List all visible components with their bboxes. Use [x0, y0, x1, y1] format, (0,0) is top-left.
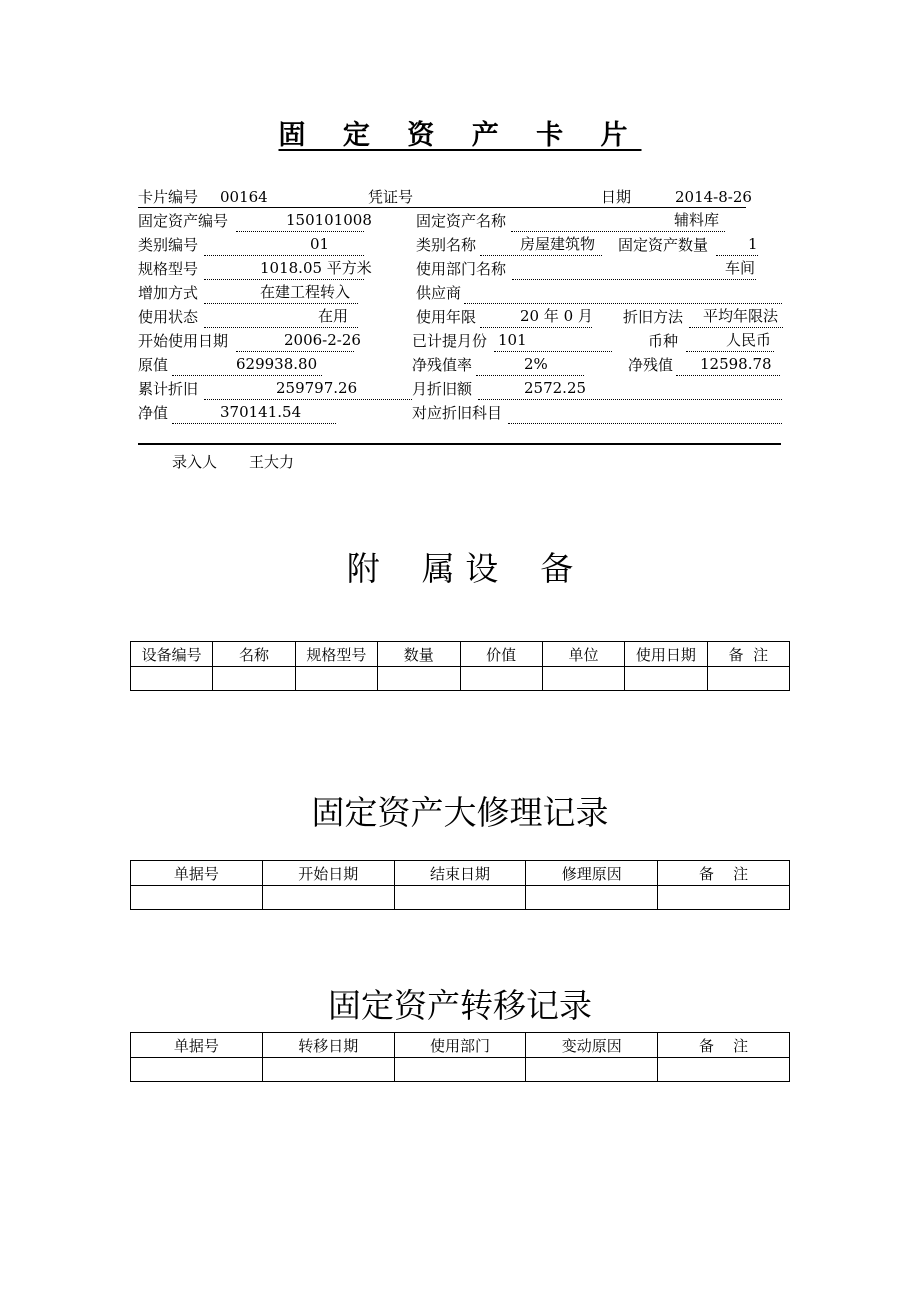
- monthly-depr-label: 月折旧额: [412, 380, 473, 398]
- table-cell: [526, 1058, 658, 1082]
- net-value-line: [172, 402, 336, 424]
- original-value-value: 629938.80: [236, 355, 318, 373]
- residual-rate-line: [476, 354, 584, 376]
- asset-code-label: 固定资产编号: [138, 212, 229, 230]
- useful-life-value: 20 年 0 月: [520, 307, 593, 325]
- table-cell: [131, 886, 263, 910]
- table-cell: [394, 886, 526, 910]
- depr-method-value: 平均年限法: [703, 307, 779, 325]
- card-title: 固 定 资 产 卡 片: [278, 120, 642, 151]
- transfer-col-remark: 备 注: [658, 1033, 790, 1058]
- table-cell: [526, 886, 658, 910]
- residual-rate-label: 净残值率: [412, 356, 473, 374]
- category-code-value: 01: [310, 235, 330, 253]
- department-value: 车间: [725, 259, 756, 277]
- card-row-5: [138, 282, 783, 306]
- net-value-label: 净值: [138, 404, 169, 422]
- transfer-col-department: 使用部门: [394, 1033, 526, 1058]
- equipment-col-qty: 数量: [378, 642, 460, 667]
- currency-value: 人民币: [726, 331, 772, 349]
- entered-by-value: 王大力: [249, 453, 295, 471]
- transfer-table: [130, 1032, 790, 1082]
- card-row-1: [138, 186, 783, 210]
- card-row-7: [138, 330, 783, 354]
- equipment-col-code: 设备编号: [131, 642, 213, 667]
- status-value: 在用: [318, 307, 349, 325]
- asset-code-value: 150101008: [286, 211, 372, 229]
- accum-depr-line: [204, 378, 412, 400]
- table-cell: [262, 1058, 394, 1082]
- residual-value-label: 净残值: [628, 356, 674, 374]
- start-date-line: [236, 330, 361, 352]
- repair-empty-row: [131, 886, 790, 910]
- repair-header-row: [131, 861, 790, 886]
- voucher-no-label: 凭证号: [368, 188, 414, 206]
- residual-rate-value: 2%: [524, 355, 548, 373]
- transfer-title: 固定资产转移记录: [328, 986, 592, 1025]
- table-cell: [658, 1058, 790, 1082]
- depr-account-label: 对应折旧科目: [412, 404, 503, 422]
- date-value: 2014-8-26: [675, 188, 752, 206]
- transfer-col-date: 转移日期: [262, 1033, 394, 1058]
- table-cell: [658, 886, 790, 910]
- card-row-9: [138, 378, 783, 402]
- card-no-label: 卡片编号: [138, 188, 199, 206]
- supplier-label: 供应商: [416, 284, 462, 302]
- equipment-col-value: 价值: [460, 642, 542, 667]
- transfer-col-doc-no: 单据号: [131, 1033, 263, 1058]
- spec-label: 规格型号: [138, 260, 199, 278]
- currency-label: 币种: [648, 332, 679, 350]
- repair-col-remark: 备 注: [658, 861, 790, 886]
- quantity-label: 固定资产数量: [618, 236, 709, 254]
- table-cell: [378, 667, 460, 691]
- card-row-2: [138, 210, 783, 234]
- add-method-value: 在建工程转入: [260, 283, 351, 301]
- entered-by: [172, 451, 294, 473]
- accum-depr-label: 累计折旧: [138, 380, 199, 398]
- repair-table: [130, 860, 790, 910]
- useful-life-label: 使用年限: [416, 308, 477, 326]
- transfer-col-reason: 变动原因: [526, 1033, 658, 1058]
- residual-value-line: [676, 354, 780, 376]
- card-row-10: [138, 402, 783, 426]
- status-label: 使用状态: [138, 308, 199, 326]
- table-cell: [707, 667, 789, 691]
- table-cell: [262, 886, 394, 910]
- spec-line: [204, 258, 372, 280]
- equipment-col-remark: 备 注: [707, 642, 789, 667]
- start-date-label: 开始使用日期: [138, 332, 229, 350]
- monthly-depr-value: 2572.25: [524, 379, 587, 397]
- original-value-label: 原值: [138, 356, 169, 374]
- months-accrued-value: 101: [498, 331, 527, 349]
- card-no-value: 00164: [220, 188, 268, 206]
- category-code-label: 类别编号: [138, 236, 199, 254]
- equipment-col-date: 使用日期: [625, 642, 707, 667]
- entered-by-label: 录入人: [172, 453, 218, 471]
- equipment-header-row: [131, 642, 790, 667]
- repair-col-start: 开始日期: [262, 861, 394, 886]
- original-value-line: [172, 354, 322, 376]
- supplier-line: [464, 282, 782, 304]
- depr-method-line: [689, 306, 783, 328]
- equipment-title: 附 属 设 备: [346, 549, 574, 588]
- repair-col-end: 结束日期: [394, 861, 526, 886]
- asset-name-label: 固定资产名称: [416, 212, 507, 230]
- currency-line: [686, 330, 774, 352]
- category-name-line: [480, 234, 602, 256]
- transfer-header-row: [131, 1033, 790, 1058]
- table-cell: [295, 667, 377, 691]
- transfer-empty-row: [131, 1058, 790, 1082]
- table-cell: [213, 667, 295, 691]
- add-method-label: 增加方式: [138, 284, 199, 302]
- card-row-6: [138, 306, 783, 330]
- months-accrued-label: 已计提月份: [412, 332, 488, 350]
- depr-method-label: 折旧方法: [623, 308, 684, 326]
- useful-life-line: [480, 306, 592, 328]
- quantity-line: [716, 234, 758, 256]
- category-code-line: [204, 234, 364, 256]
- card-row-8: [138, 354, 783, 378]
- equipment-table: [130, 641, 790, 691]
- equipment-col-name: 名称: [213, 642, 295, 667]
- depr-account-line: [508, 402, 782, 424]
- table-cell: [542, 667, 624, 691]
- card-row-4: [138, 258, 783, 282]
- quantity-value: 1: [748, 235, 758, 253]
- repair-col-doc-no: 单据号: [131, 861, 263, 886]
- table-cell: [460, 667, 542, 691]
- equipment-col-unit: 单位: [542, 642, 624, 667]
- equipment-empty-row: [131, 667, 790, 691]
- net-value-value: 370141.54: [220, 403, 302, 421]
- status-line: [204, 306, 358, 328]
- months-accrued-line: [494, 330, 612, 352]
- start-date-value: 2006-2-26: [284, 331, 361, 349]
- category-name-label: 类别名称: [416, 236, 477, 254]
- spec-value: 1018.05 平方米: [260, 259, 372, 277]
- card-divider: [138, 443, 781, 445]
- add-method-line: [204, 282, 358, 304]
- table-cell: [394, 1058, 526, 1082]
- equipment-col-spec: 规格型号: [295, 642, 377, 667]
- residual-value-value: 12598.78: [700, 355, 772, 373]
- department-label: 使用部门名称: [416, 260, 507, 278]
- asset-name-line: [511, 210, 725, 232]
- repair-col-reason: 修理原因: [526, 861, 658, 886]
- date-label: 日期: [601, 188, 632, 206]
- table-cell: [625, 667, 707, 691]
- accum-depr-value: 259797.26: [276, 379, 358, 397]
- monthly-depr-line: [478, 378, 782, 400]
- category-name-value: 房屋建筑物: [520, 235, 596, 253]
- card-row-3: [138, 234, 783, 258]
- table-cell: [131, 667, 213, 691]
- asset-name-value: 辅料库: [674, 211, 720, 229]
- department-line: [512, 258, 756, 280]
- table-cell: [131, 1058, 263, 1082]
- repair-title: 固定资产大修理记录: [311, 793, 609, 832]
- asset-code-line: [236, 210, 372, 232]
